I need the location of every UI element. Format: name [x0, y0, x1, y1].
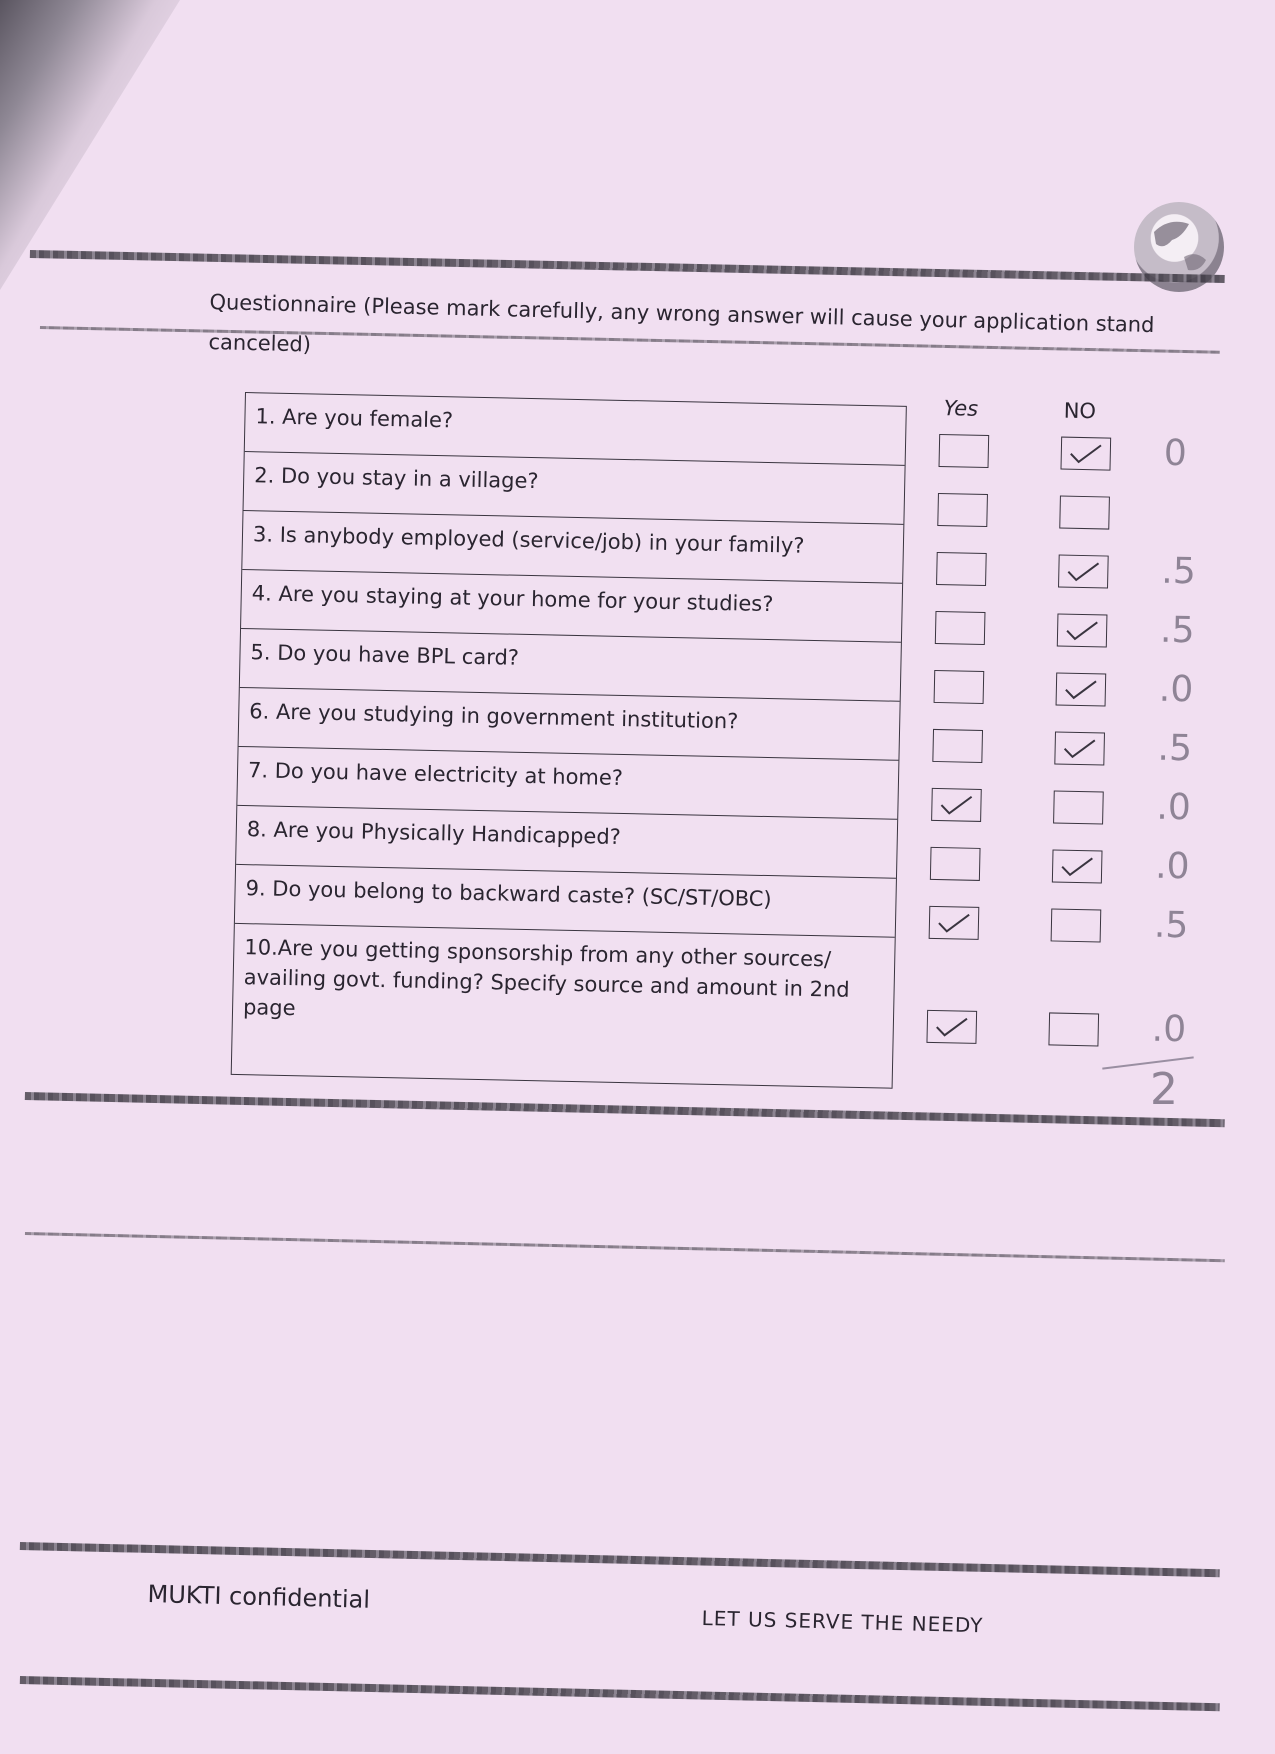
no-checkbox[interactable] [1048, 1012, 1099, 1046]
yes-checkbox[interactable] [934, 670, 985, 704]
checkmark-icon [938, 792, 974, 817]
checkmark-icon [934, 1014, 970, 1039]
handwritten-score: .0 [1158, 668, 1194, 711]
yes-checkbox[interactable] [931, 788, 982, 822]
no-checkbox[interactable] [1056, 672, 1107, 706]
yes-checkbox[interactable] [930, 847, 981, 881]
no-checkbox[interactable] [1054, 731, 1105, 765]
yes-checkbox[interactable] [935, 611, 986, 645]
footer-bottom-rule [20, 1676, 1220, 1711]
question-text: 7. Do you have electricity at home? [247, 758, 624, 790]
question-text: 5. Do you have BPL card? [250, 640, 520, 670]
checkmark-icon [1065, 559, 1101, 584]
yes-checkbox[interactable] [937, 493, 988, 527]
handwritten-score: .0 [1156, 786, 1192, 829]
yes-checkbox[interactable] [936, 552, 987, 586]
yes-checkbox[interactable] [926, 1010, 977, 1044]
handwritten-score: .0 [1154, 845, 1190, 888]
question-text: 3. Is anybody employed (service/job) in your family? [252, 522, 805, 558]
no-checkbox[interactable] [1057, 614, 1108, 648]
handwritten-score: .5 [1153, 904, 1189, 947]
question-text: 1. Are you female? [255, 404, 454, 433]
question-row [232, 924, 895, 1088]
mid-rule [25, 1232, 1225, 1262]
checkmark-icon [936, 910, 972, 935]
question-text: 6. Are you studying in government institution? [249, 699, 739, 734]
yes-checkbox[interactable] [932, 729, 983, 763]
total-score: 2 [1150, 1064, 1178, 1115]
checkmark-icon [1063, 677, 1099, 702]
footer-slogan: LET US SERVE THE NEEDY [701, 1606, 984, 1638]
no-checkbox[interactable] [1051, 908, 1102, 942]
footer-confidential: MUKTI confidential [147, 1580, 371, 1614]
question-text: 10.Are you getting sponsorship from any other sources/ availing govt. funding? Specify source and amount in 2nd page [242, 935, 850, 1021]
questionnaire-instruction: Questionnaire (Please mark carefully, any wrong answer will cause your application stand canceled) [208, 289, 1155, 357]
handwritten-score: .5 [1157, 727, 1193, 770]
answer-row [931, 788, 1232, 844]
handwritten-score: 0 [1163, 432, 1188, 475]
question-text: 8. Are you Physically Handicapped? [246, 817, 622, 849]
checkmark-icon [1059, 854, 1095, 879]
scan-shadow [0, 0, 180, 290]
handwritten-score: .5 [1160, 550, 1197, 593]
question-text: 4. Are you staying at your home for your studies? [251, 581, 774, 617]
checkmark-icon [1061, 736, 1097, 761]
answer-row [936, 552, 1237, 608]
checkmark-icon [1064, 618, 1100, 643]
question-text: 9. Do you belong to backward caste? (SC/ST/OBC) [245, 876, 772, 912]
no-checkbox[interactable] [1059, 496, 1110, 530]
answer-row [932, 729, 1233, 785]
checkmark-icon [1068, 441, 1104, 466]
no-checkbox[interactable] [1053, 790, 1104, 824]
answer-row [934, 611, 1235, 667]
no-checkbox[interactable] [1060, 437, 1111, 471]
no-checkbox[interactable] [1052, 849, 1103, 883]
yes-checkbox[interactable] [939, 434, 990, 468]
yes-checkbox[interactable] [929, 906, 980, 940]
top-rule [30, 250, 1225, 283]
answer-row [928, 906, 1229, 962]
answer-row [937, 493, 1238, 549]
answer-row [938, 434, 1239, 490]
question-text: 2. Do you stay in a village? [254, 463, 539, 494]
answer-grid [925, 396, 1240, 1122]
yes-column-header: Yes [943, 396, 979, 421]
footer-top-rule [20, 1542, 1220, 1577]
answer-row [930, 847, 1231, 903]
no-checkbox[interactable] [1058, 555, 1109, 589]
handwritten-score: .0 [1151, 1008, 1187, 1051]
no-column-header: NO [1063, 398, 1097, 424]
answer-row [933, 670, 1234, 726]
handwritten-score: .5 [1159, 609, 1195, 652]
questions-table [231, 392, 907, 1089]
